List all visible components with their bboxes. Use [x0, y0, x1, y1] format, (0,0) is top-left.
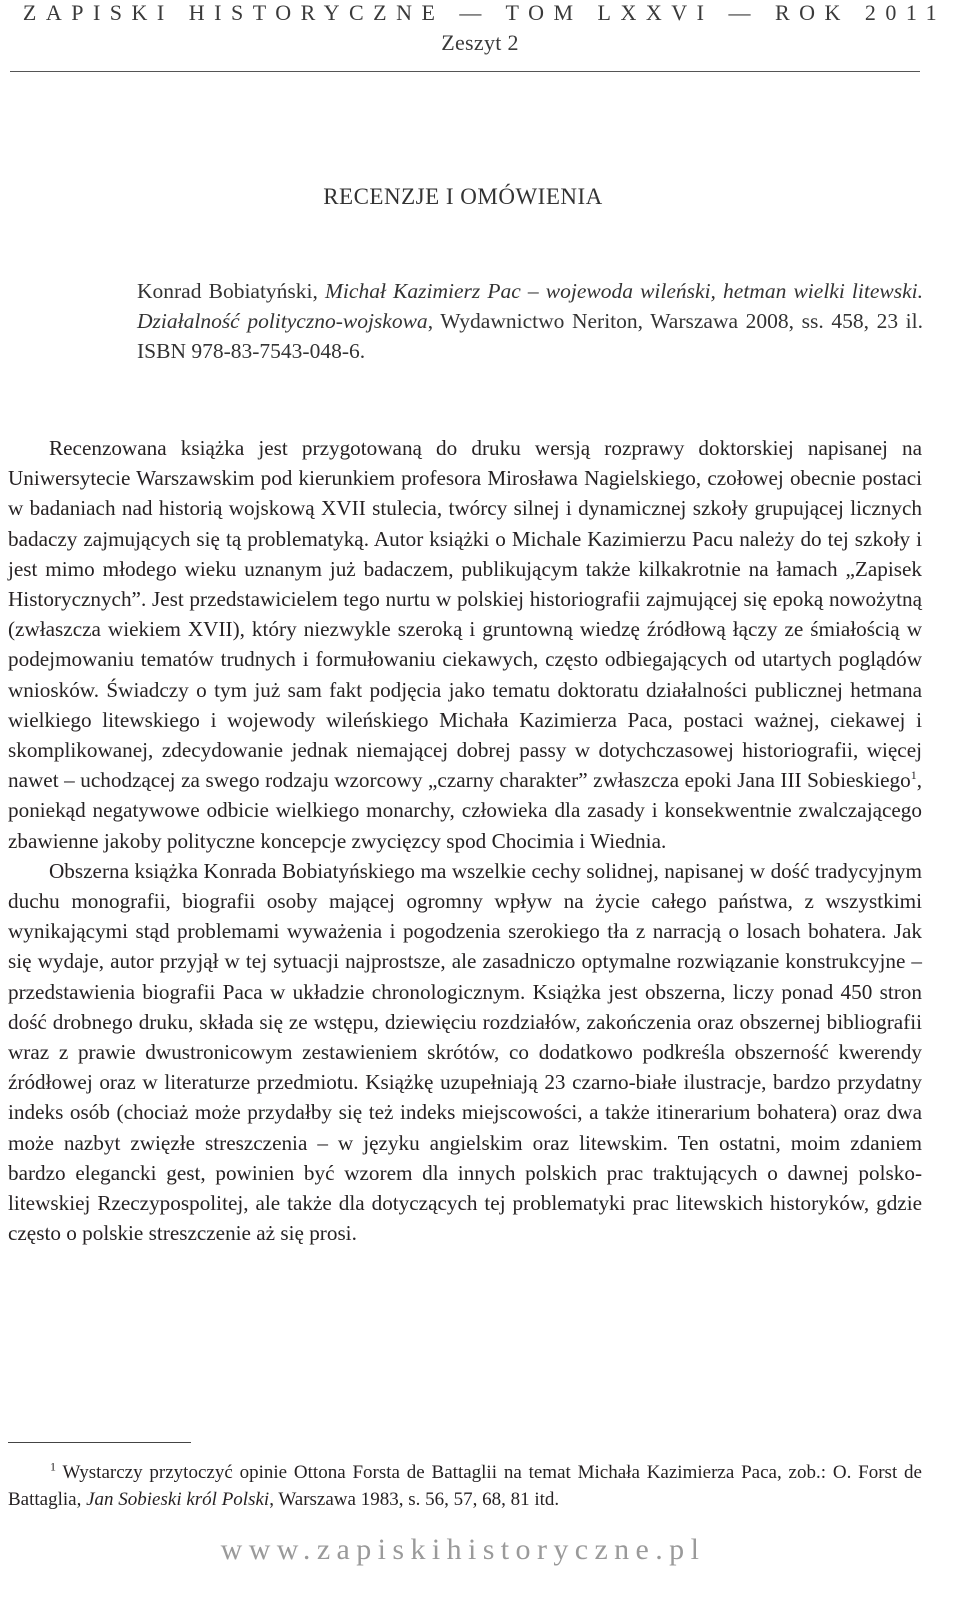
footnote-number: 1 [50, 1459, 56, 1474]
paragraph-1-text-a: Recenzowana książka jest przygotowaną do druku wersją rozprawy doktorskiej napisanej na Uniwersytecie Warszawskim pod kierunkiem profesora Mirosława Nagielskiego, czołowej obecnie postaci w badaniach nad historią wojskową XVII stulecia, twórcy silnej i dynamicznej szkoły grupującej licznych badaczy zajmujących się tą problematyką. Autor książki o Michale Kazimierzu Pacu należy do tej szkoły i jest mimo młodego wieku uznanym już badaczem, publikującym także kilkakrotnie na łamach „Zapisek Historycznych”. Jest przedstawicielem tego nurtu w polskiej historiografii zajmującej się epoką nowożytną (zwłaszcza wiekiem XVII), który niezwykle szeroką i gruntowną wiedzę źródłową łączy ze śmiałością w podejmowaniu tematów trudnych i formułowaniu ciekawych, często odbiegających od utartych poglądów wniosków. Świadczy o tym już sam fakt podjęcia jako tematu doktoratu działalności publicznej hetmana wielkiego litewskiego i wojewody wileńskiego Michała Kazimierza Paca, postaci ważnej, ciekawej i skomplikowanej, zdecydowanie jednak niemającej dobrej passy w dotychczasowej historiografii, więcej nawet – uchodzącej za swego rodzaju wzorcowy „czarny charakter” zwłaszcza epoki Jana III Sobieskiego [8, 436, 922, 793]
reviewed-book-citation [137, 276, 923, 366]
footnote-reference: 1 [910, 768, 917, 783]
footnote [8, 1459, 922, 1513]
footnote-text-a: Wystarczy przytoczyć opinie Ottona Forsta de Battaglii na temat Michała Kazimierza Paca, zob.: O. Forst de Battaglia, [8, 1462, 922, 1510]
page-header [0, 0, 960, 58]
review-paragraph-2: Obszerna książka Konrada Bobiatyńskiego ma wszelkie cechy solidnej, napisanej w dość tradycyjnym duchu monografii, biografii osoby mającej ogromny wpływ na życie całego państwa, z wszystkimi wynikającymi stąd problemami wyważenia i pogodzenia szerokiego tła z narracją o losach bohatera. Jak się wydaje, autor przyjął w tej sytuacji najprostsze, ale zasadniczo optymalne rozwiązanie konstrukcyjne – przedstawienia biografii Paca w układzie chronologicznym. Książka jest obszerna, liczy ponad 450 stron dość drobnego druku, składa się ze wstępu, dziewięciu rozdziałów, zakończenia oraz obszernej bibliografii wraz z prawie dwustronicowym zestawieniem skrótów, co dodatkowo podkreśla obszerność kwerendy źródłowej oraz w literaturze przedmiotu. Książkę uzupełniają 23 czarno-białe ilustracje, bardzo przydatny indeks osób (chociaż może przydałby się też indeks miejscowości, a także itinerarium bohatera) oraz dwa może nazbyt zwięzłe streszczenia – w języku angielskim oraz litewskim. Ten ostatni, moim zdaniem bardzo elegancki gest, powinien być wzorem dla innych polskich prac traktujących o dawnej polsko-litewskiej Rzeczypospolitej, ale także dla dotyczących tej problematyki prac litewskich historyków, gdzie często o polskie streszczenie aż się prosi. [8, 858, 922, 1246]
journal-running-title: ZAPISKI HISTORYCZNE — TOM LXXVI — ROK 2011 [22, 0, 947, 25]
review-paragraph-1 [8, 433, 922, 856]
footnote-1 [8, 1459, 922, 1513]
book-publication-details: , Wydawnictwo Neriton, Warszawa 2008, ss. 458, 23 il. ISBN 978-83-7543-048-6. [137, 309, 923, 363]
book-author: Konrad Bobiatyński, [137, 279, 326, 303]
paragraph-1-text-b: , poniekąd negatywowe odbicie wielkiego monarchy, człowieka dla zasady i konsekwentnie zwalczającego zbawienne jakoby polityczne koncepcje zwycięzcy spod Chocimia i Wiednia. [8, 768, 922, 853]
header-divider [10, 71, 920, 72]
journal-website-url: www.zapiskihistoryczne.pl [220, 1533, 706, 1566]
section-title: RECENZJE I OMÓWIENIA [323, 184, 603, 209]
issue-number: Zeszyt 2 [441, 30, 519, 55]
footnote-divider [8, 1442, 191, 1443]
review-body [8, 433, 922, 1248]
book-title: Michał Kazimierz Pac – wojewoda wileński, hetman wielki litewski. Działalność polityczno-wojskowa [137, 279, 923, 333]
footnote-text-b: , Warszawa 1983, s. 56, 57, 68, 81 itd. [269, 1489, 560, 1510]
footnote-cited-title: Jan Sobieski król Polski [86, 1489, 270, 1510]
